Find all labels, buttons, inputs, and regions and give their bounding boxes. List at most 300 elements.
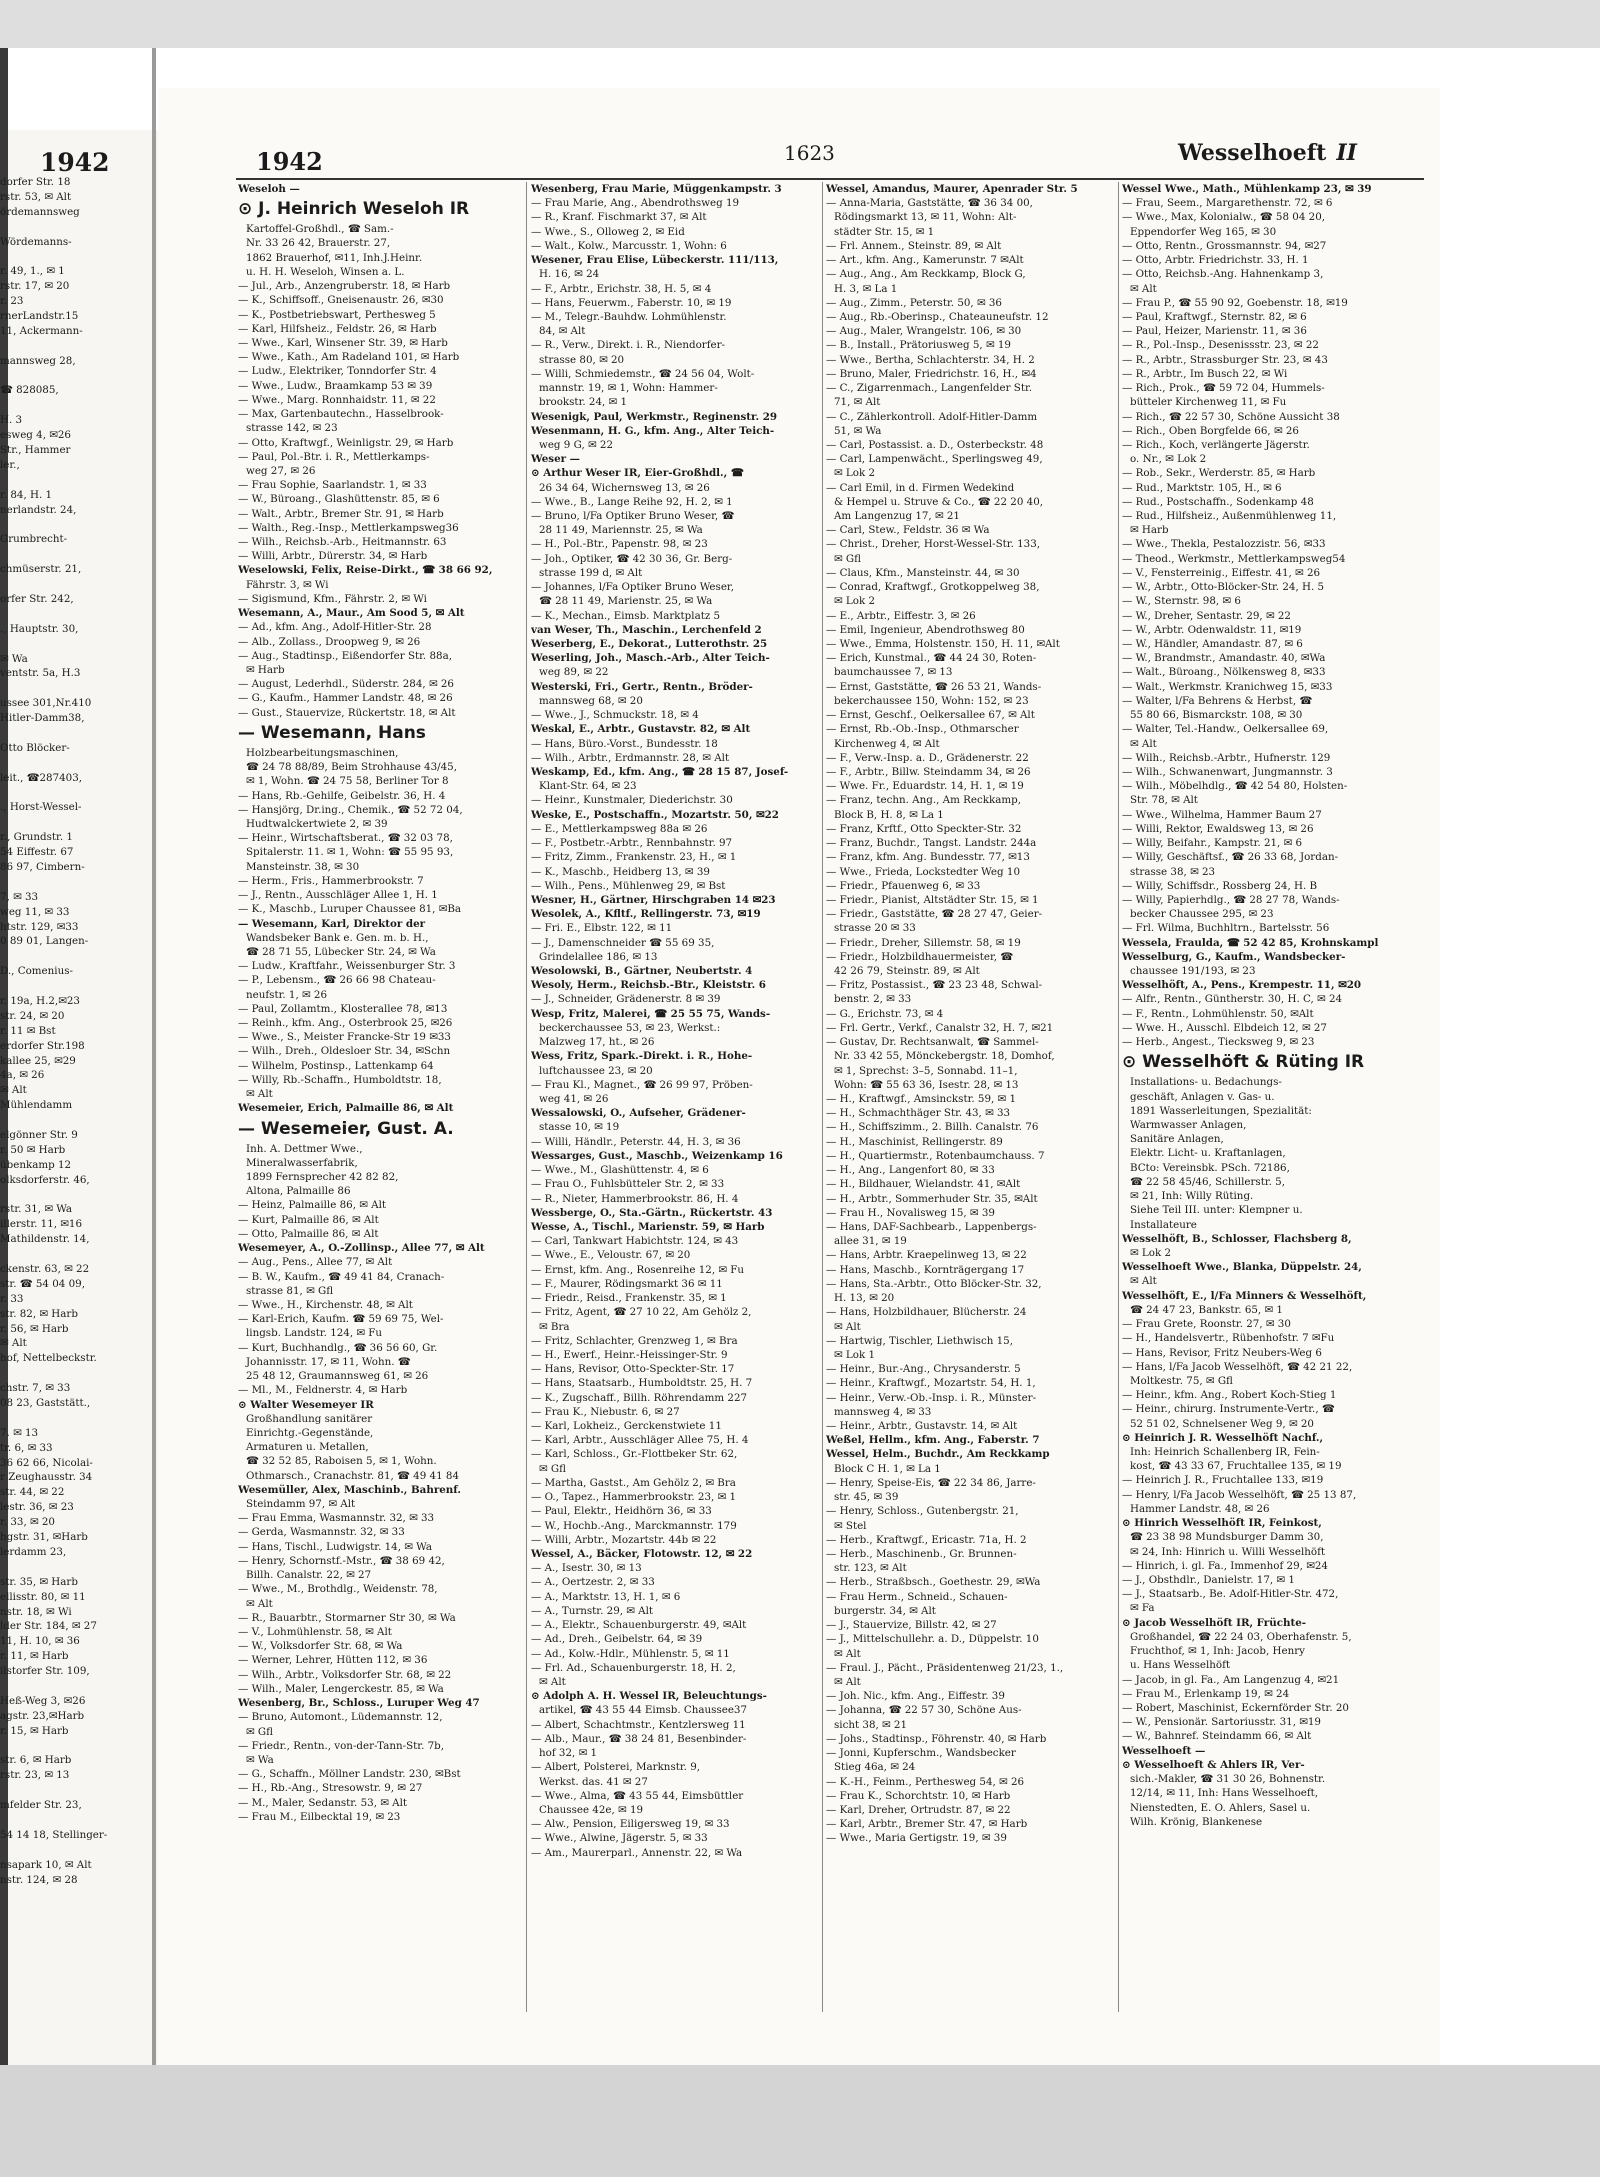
previous-page-line: Grumbrecht-: [0, 533, 68, 546]
directory-entry-line: ✉ Harb: [1130, 524, 1169, 537]
entry-surname-line: Weske, E., Postschaffn., Mozartstr. 50, ✉22: [531, 808, 779, 821]
directory-entry-line: — Frl. Ad., Schauenburgerstr. 18, H. 2,: [531, 1661, 736, 1674]
directory-entry-line: — Willi, Händlr., Peterstr. 44, H. 3, ✉ 36: [531, 1135, 741, 1148]
directory-entry-line: — Willy, Papierhdlg., ☎ 28 27 78, Wands-: [1122, 893, 1340, 906]
entry-surname-line: Weskal, E., Arbtr., Gustavstr. 82, ✉ Alt: [531, 723, 751, 736]
previous-page-line: ✉ Wa: [0, 652, 28, 665]
directory-entry-line: Altona, Palmaille 86: [246, 1185, 351, 1198]
directory-entry-line: Nr. 33 26 42, Brauerstr. 27,: [246, 237, 391, 250]
previous-page-line: r. 84, H. 1: [0, 488, 53, 501]
entry-surname-line: Wesolowski, B., Gärtner, Neubertstr. 4: [531, 965, 753, 978]
directory-entry-line: ✉ 21, Inh: Willy Rüting.: [1130, 1190, 1254, 1203]
directory-entry-line: ✉ Lok 2: [834, 467, 876, 480]
directory-entry-line: Fährstr. 3, ✉ Wi: [246, 578, 329, 591]
directory-entry-line: 1899 Fernsprecher 42 82 82,: [246, 1171, 399, 1183]
directory-entry-line: — Herb., Straßbsch., Goethestr. 29, ✉Wa: [826, 1576, 1041, 1589]
firm-heading: ⊙ J. Heinrich Weseloh IR: [238, 199, 470, 220]
directory-entry-line: — Rich., Prok., ☎ 59 72 04, Hummels-: [1122, 382, 1325, 395]
previous-page-line: htstr. 129, ✉33: [0, 920, 79, 933]
directory-entry-line: — Wwe., M., Brothdlg., Weidenstr. 78,: [238, 1583, 438, 1596]
directory-entry-line: strasse 199 d, ✉ Alt: [539, 566, 643, 579]
directory-entry-line: ✉ Alt: [834, 1320, 861, 1333]
directory-entry-line: — Walt., Werkmstr. Kranichweg 15, ✉33: [1122, 680, 1333, 693]
directory-entry-line: — Otto, Arbtr. Friedrichstr. 33, H. 1: [1122, 254, 1309, 267]
directory-entry-line: chaussee 191/193, ✉ 23: [1130, 965, 1256, 978]
previous-page-line: rstr. 17, ✉ 20: [0, 280, 70, 293]
previous-page-line: [0, 726, 150, 741]
previous-page-line: elgönner Str. 9: [0, 1129, 78, 1141]
directory-entry-line: — Paul, Kraftwgf., Sternstr. 82, ✉ 6: [1122, 310, 1307, 323]
directory-entry-line: — Paul, Heizer, Marienstr. 11, ✉ 36: [1122, 325, 1307, 338]
directory-entry-line: — Robert, Maschinist, Eckernförder Str. 20: [1122, 1701, 1349, 1714]
previous-page-line: mannsweg 28,: [0, 354, 76, 367]
running-head-volume: II: [1336, 140, 1357, 166]
directory-entry-line: — W., Arbtr., Otto-Blöcker-Str. 24, H. 5: [1122, 581, 1325, 594]
directory-entry-line: — Max, Gartenbautechn., Hasselbrook-: [238, 408, 444, 421]
directory-column-4: [1122, 182, 1414, 1829]
directory-entry-line: — Christ., Dreher, Horst-Wessel-Str. 133,: [826, 538, 1041, 551]
entry-surname-line: Weßel, Hellm., kfm. Ang., Faberstr. 7: [826, 1434, 1040, 1447]
directory-entry-line: weg 89, ✉ 22: [539, 666, 609, 679]
previous-page-line: ., Hauptstr. 30,: [0, 622, 79, 635]
directory-entry-line: — H., Kraftwgf., Amsinckstr. 59, ✉ 1: [826, 1093, 1017, 1105]
directory-entry-line: strasse 80, ✉ 20: [539, 353, 625, 366]
directory-entry-line: — Ad., Kolw.-Hdlr., Mühlenstr. 5, ✉ 11: [531, 1647, 730, 1660]
entry-surname-line: ⊙ Jacob Wesselhöft IR, Früchte-: [1122, 1616, 1307, 1629]
directory-entry-line: — Paul, Pol.-Btr. i. R., Mettlerkamps-: [238, 450, 430, 463]
directory-entry-line: — B. W., Kaufm., ☎ 49 41 84, Cranach-: [238, 1270, 445, 1283]
directory-entry-line: — K., Postbetriebswart, Perthesweg 5: [238, 308, 436, 321]
previous-page-line: ilstorfer Str. 109,: [0, 1665, 90, 1678]
directory-entry-line: — Frau Grete, Roonstr. 27, ✉ 30: [1122, 1318, 1291, 1331]
directory-entry-line: Siehe Teil III. unter: Klempner u.: [1130, 1204, 1303, 1217]
directory-entry-line: strasse 81, ✉ Gfl: [246, 1284, 334, 1297]
previous-page-line: 86 97, Cimbern-: [0, 860, 85, 873]
directory-entry-line: — W., Arbtr. Odenwaldstr. 11, ✉19: [1122, 623, 1302, 636]
directory-entry-line: — Wilh., Reichsb.-Arb., Heitmannstr. 63: [238, 536, 447, 549]
directory-entry-line: — H., Quartiermstr., Rotenbaumchauss. 7: [826, 1149, 1045, 1162]
directory-entry-line: Kartoffel-Großhdl., ☎ Sam.-: [246, 223, 394, 236]
directory-entry-line: — Aug., Zimm., Peterstr. 50, ✉ 36: [826, 296, 1002, 309]
directory-column-1: [238, 182, 530, 1824]
directory-entry-line: Chaussee 42e, ✉ 19: [539, 1803, 644, 1816]
directory-entry-line: — Joh. Nic., kfm. Ang., Eiffestr. 39: [826, 1690, 1005, 1703]
directory-entry-line: ✉ Gfl: [246, 1725, 273, 1738]
directory-entry-line: — Willy, Beifahr., Kampstr. 21, ✉ 6: [1122, 837, 1303, 850]
previous-page-line: ler.,: [0, 458, 20, 471]
directory-entry-line: Johannisstr. 17, ✉ 11, Wohn. ☎: [246, 1355, 411, 1368]
directory-entry-line: — Hans, DAF-Sachbearb., Lappenbergs-: [826, 1220, 1037, 1233]
directory-entry-line: Rödingsmarkt 13, ✉ 11, Wohn: Alt-: [834, 211, 1017, 224]
previous-page-line: Str., Hammer: [0, 444, 71, 457]
directory-entry-line: — Carl, Postassist. a. D., Osterbeckstr. 48: [826, 438, 1044, 451]
directory-entry-line: — Karl, Dreher, Ortrudstr. 87, ✉ 22: [826, 1803, 1011, 1816]
directory-entry-line: — R., Kranf. Fischmarkt 37, ✉ Alt: [531, 211, 707, 224]
firm-heading: — Wesemeier, Gust. A.: [238, 1118, 454, 1139]
previous-page-line: r. 15, ✉ Harb: [0, 1724, 69, 1737]
previous-page-line: 11, H. 10, ✉ 36: [0, 1635, 80, 1648]
entry-surname-line: Wessel, Helm., Buchdr., Am Reckkamp: [826, 1448, 1050, 1461]
previous-page-line: 7. ✉ 13: [0, 1426, 39, 1439]
previous-page-line: r. 23: [0, 295, 24, 308]
directory-entry-line: — Karl, Arbtr., Bremer Str. 47, ✉ Harb: [826, 1818, 1028, 1831]
directory-entry-line: — Hartwig, Tischler, Liethwisch 15,: [826, 1334, 1013, 1347]
firm-heading: ⊙ Wesselhöft & Rüting IR: [1122, 1052, 1365, 1073]
previous-page-line: [0, 220, 150, 235]
directory-entry-line: — Heinr., Bur.-Ang., Chrysanderstr. 5: [826, 1363, 1021, 1376]
directory-entry-line: Inh: Heinrich Schallenberg IR, Fein-: [1130, 1446, 1320, 1459]
directory-entry-line: — Hans, Tischl., Ludwigstr. 14, ✉ Wa: [238, 1540, 433, 1553]
directory-entry-line: ✉ 1, Wohn. ☎ 24 75 58, Berliner Tor 8: [246, 775, 449, 788]
directory-entry-line: — Hans, Arbtr. Kraepelinweg 13, ✉ 22: [826, 1249, 1027, 1262]
entry-surname-line: Wesener, Frau Elise, Lübeckerstr. 111/113,: [531, 254, 779, 267]
previous-page-line: str. 82, ✉ Harb: [0, 1307, 78, 1320]
previous-page-line: übenkamp 12: [0, 1158, 72, 1171]
entry-surname-line: Weseloh —: [238, 183, 300, 195]
directory-entry-line: Nr. 33 42 55, Mönckebergstr. 18, Domhof,: [834, 1050, 1055, 1063]
directory-entry-line: — Friedr., Reisd., Frankenstr. 35, ✉ 1: [531, 1292, 727, 1305]
directory-entry-line: — Rud., Marktstr. 105, H., ✉ 6: [1122, 481, 1282, 494]
previous-page-line: rstr. 31, ✉ Wa: [0, 1203, 73, 1216]
directory-entry-line: — W., Dreher, Sentastr. 29, ✉ 22: [1122, 609, 1291, 622]
directory-entry-line: — Hans, Staatsarb., Humboldtstr. 25, H. 7: [531, 1377, 753, 1390]
directory-entry-line: 12/14, ✉ 11, Inh: Hans Wesselhoeft,: [1130, 1787, 1319, 1800]
entry-surname-line: Wesoly, Herm., Reichsb.-Btr., Kleiststr. 6: [531, 979, 766, 992]
directory-entry-line: o. Nr., ✉ Lok 2: [1130, 453, 1207, 466]
directory-entry-line: — Willi, Schmiedemstr., ☎ 24 56 04, Wolt-: [531, 367, 755, 380]
directory-entry-line: — Wilh., Schwanenwart, Jungmannstr. 3: [1122, 765, 1333, 778]
directory-entry-line: — B., Install., Prätoriusweg 5, ✉ 19: [826, 339, 1011, 352]
directory-entry-line: ✉ Gfl: [539, 1462, 566, 1475]
previous-page-line: nstr. 124, ✉ 28: [0, 1873, 78, 1886]
directory-entry-line: ☎ 24 47 23, Bankstr. 65, ✉ 1: [1130, 1303, 1283, 1316]
directory-entry-line: — Hans, Holzbildhauer, Blücherstr. 24: [826, 1306, 1027, 1319]
directory-entry-line: — R., Nieter, Hammerbrookstr. 86, H. 4: [531, 1192, 739, 1205]
entry-surname-line: Wesemann, A., Maur., Am Sood 5, ✉ Alt: [238, 607, 465, 620]
directory-entry-line: — Carl, Lampenwächt., Sperlingsweg 49,: [826, 453, 1043, 466]
directory-entry-line: — W., Hochb.-Ang., Marckmannstr. 179: [531, 1519, 737, 1532]
directory-entry-line: — Heinr., Kraftwgf., Mozartstr. 54, H. 1,: [826, 1377, 1036, 1390]
directory-entry-line: — Ml., M., Feldnerstr. 4, ✉ Harb: [238, 1384, 408, 1397]
book-gutter: [152, 48, 156, 2065]
directory-entry-line: — Aug., Maler, Wrangelstr. 106, ✉ 30: [826, 325, 1022, 338]
directory-entry-line: Einrichtg.-Gegenstände,: [246, 1426, 374, 1439]
previous-page-line: str. ☎ 54 04 09,: [0, 1277, 85, 1290]
directory-entry-line: — Herb., Kraftwgf., Ericastr. 71a, H. 2: [826, 1533, 1027, 1546]
directory-entry-line: mannsweg 68, ✉ 20: [539, 694, 643, 707]
directory-entry-line: Wohn: ☎ 55 63 36, Isestr. 28, ✉ 13: [834, 1078, 1019, 1091]
directory-entry-line: Str. 78, ✉ Alt: [1130, 794, 1198, 807]
previous-page-line: 08 23, Gaststätt.,: [0, 1397, 91, 1410]
directory-entry-line: Warmwasser Anlagen,: [1130, 1119, 1247, 1131]
directory-entry-line: — Hans, Revisor, Otto-Speckter-Str. 17: [531, 1363, 735, 1376]
entry-surname-line: Wesselhöft, A., Pens., Krempestr. 11, ✉20: [1122, 979, 1362, 992]
entry-surname-line: Wessarges, Gust., Maschb., Weizenkamp 16: [531, 1149, 783, 1162]
directory-entry-line: — Heinr., kfm. Ang., Robert Koch-Stieg 1: [1122, 1389, 1337, 1402]
directory-entry-line: — Frau Emma, Wasmannstr. 32, ✉ 33: [238, 1512, 435, 1525]
directory-entry-line: — J., Obsthdlr., Danielstr. 17, ✉ 1: [1122, 1574, 1295, 1586]
directory-entry-line: — Rich., Koch, verlängerte Jägerstr.: [1122, 438, 1310, 451]
directory-entry-line: — Johs., Stadtinsp., Föhrenstr. 40, ✉ Harb: [826, 1732, 1047, 1745]
directory-entry-line: lingsb. Landstr. 124, ✉ Fu: [246, 1327, 383, 1340]
previous-page-line: [0, 517, 150, 532]
directory-entry-line: — Wwe., Ludw., Braamkamp 53 ✉ 39: [238, 379, 433, 392]
previous-page-line: 4a, ✉ 26: [0, 1069, 45, 1082]
directory-entry-line: — Wilh., Dreh., Oldesloer Str. 34, ✉Schn: [238, 1045, 451, 1058]
directory-entry-line: — Ludw., Elektriker, Tonndorfer Str. 4: [238, 365, 437, 378]
directory-entry-line: — Wwe., Thekla, Pestalozzistr. 56, ✉33: [1122, 538, 1326, 551]
directory-entry-line: — Erich, Kunstmal., ☎ 44 24 30, Roten-: [826, 652, 1037, 665]
directory-entry-line: ✉ Lok 1: [834, 1348, 876, 1361]
directory-entry-line: mannsweg 4, ✉ 33: [834, 1405, 932, 1418]
entry-surname-line: Weskamp, Ed., kfm. Ang., ☎ 28 15 87, Josef-: [531, 765, 789, 778]
directory-entry-line: — Johannes, l/Fa Optiker Bruno Weser,: [531, 581, 734, 594]
directory-entry-line: — Emil, Ingenieur, Abendrothsweg 80: [826, 623, 1025, 636]
previous-page-line: Wördemanns-: [0, 235, 72, 248]
directory-entry-line: str. 123, ✉ Alt: [834, 1562, 907, 1575]
directory-entry-line: — Fritz, Agent, ☎ 27 10 22, Am Gehölz 2,: [531, 1306, 752, 1319]
previous-page-line: [0, 607, 150, 622]
previous-page-line: [0, 1560, 150, 1575]
directory-entry-line: — Heinr., Arbtr., Gustavstr. 14, ✉ Alt: [826, 1420, 1018, 1433]
directory-entry-line: — Paul, Elektr., Heidhörn 36, ✉ 33: [531, 1505, 712, 1518]
directory-entry-line: — Alfr., Rentn., Güntherstr. 30, H. C, ✉ 24: [1122, 993, 1343, 1006]
directory-entry-line: — Theod., Werkmstr., Mettlerkampsweg54: [1122, 552, 1346, 565]
directory-entry-line: — Wwe., Max, Kolonialw., ☎ 58 04 20,: [1122, 211, 1326, 224]
directory-entry-line: — H., Rb.-Ang., Stresowstr. 9, ✉ 27: [238, 1782, 423, 1795]
directory-entry-line: — M., Maler, Sedanstr. 53, ✉ Alt: [238, 1796, 408, 1809]
entry-surname-line: Wesselhoeft Wwe., Blanka, Düppelstr. 24,: [1122, 1261, 1362, 1274]
directory-entry-line: — Frau M., Eilbecktal 19, ✉ 23: [238, 1810, 401, 1823]
previous-page-line: [0, 1843, 150, 1858]
directory-entry-line: ☎ 32 52 85, Raboisen 5, ✉ 1, Wohn.: [246, 1455, 437, 1468]
directory-entry-line: — Walt., Büroang., Nölkensweg 8, ✉33: [1122, 666, 1326, 679]
directory-entry-line: — Franz, techn. Ang., Am Reckkamp,: [826, 794, 1021, 807]
previous-page-line: [0, 786, 150, 801]
directory-entry-line: Eppendorfer Weg 165, ✉ 30: [1130, 225, 1277, 238]
previous-page-line: [0, 681, 150, 696]
directory-entry-line: — Henry, Speise-Eis, ☎ 22 34 86, Jarre-: [826, 1476, 1036, 1489]
previous-page-line: str. 44, ✉ 22: [0, 1486, 65, 1499]
directory-entry-line: 55 80 66, Bismarckstr. 108, ✉ 30: [1130, 709, 1303, 722]
directory-entry-line: — Frau P., ☎ 55 90 92, Goebenstr. 18, ✉19: [1122, 296, 1348, 309]
directory-entry-line: — W., Brandmstr., Amandastr. 40, ✉Wa: [1122, 652, 1326, 665]
directory-entry-line: — O., Tapez., Hammerbrookstr. 23, ✉ 1: [531, 1491, 737, 1504]
previous-page-line: hof, Nettelbeckstr.: [0, 1352, 97, 1365]
previous-page-line: [0, 1411, 150, 1426]
directory-entry-line: ✉ Alt: [834, 1647, 861, 1660]
directory-entry-line: ☎ 23 38 98 Mundsburger Damm 30,: [1130, 1531, 1324, 1544]
entry-surname-line: Wesselburg, G., Kaufm., Wandsbecker-: [1122, 950, 1346, 963]
directory-entry-line: — J., Schneider, Grädenerstr. 8 ✉ 39: [531, 993, 721, 1006]
directory-entry-line: becker Chaussee 295, ✉ 23: [1130, 908, 1274, 921]
previous-page-line: [0, 637, 150, 652]
directory-entry-line: ✉ Gfl: [834, 552, 861, 565]
directory-entry-line: — Wwe., S., Olloweg 2, ✉ Eid: [531, 225, 685, 238]
directory-entry-line: — Fraul. J., Pächt., Präsidentenweg 21/23, 1.,: [826, 1661, 1064, 1674]
directory-entry-line: — Kurt, Buchhandlg., ☎ 36 56 60, Gr.: [238, 1341, 438, 1354]
directory-entry-line: — Anna-Maria, Gaststätte, ☎ 36 34 00,: [826, 197, 1033, 210]
directory-entry-line: neufstr. 1, ✉ 26: [246, 988, 328, 1001]
directory-entry-line: — Jonni, Kupferschm., Wandsbecker: [826, 1747, 1016, 1760]
entry-surname-line: Westerski, Fri., Gertr., Rentn., Bröder-: [531, 680, 753, 693]
scan-bottom-margin: [0, 2065, 1600, 2177]
directory-entry-line: bekerchaussee 150, Wohn: 152, ✉ 23: [834, 694, 1029, 707]
directory-entry-line: — Aug., Pens., Allee 77, ✉ Alt: [238, 1256, 393, 1269]
directory-entry-line: — Wilh., Reichsb.-Arbtr., Hufnerstr. 129: [1122, 751, 1331, 764]
column-divider: [526, 182, 527, 2012]
directory-entry-line: — Am., Maurerparl., Annenstr. 22, ✉ Wa: [531, 1846, 743, 1859]
directory-entry-line: — H., Schiffszimm., 2. Billh. Canalstr. 76: [826, 1121, 1039, 1134]
directory-entry-line: — V., Fensterreinig., Eiffestr. 41, ✉ 26: [1122, 566, 1321, 579]
directory-entry-line: — Carl, Tankwart Habichtstr. 124, ✉ 43: [531, 1235, 739, 1248]
directory-entry-line: — Carl Emil, in d. Firmen Wedekind: [826, 481, 1015, 494]
directory-entry-line: Mineralwasserfabrik,: [246, 1156, 358, 1169]
directory-entry-line: — Frau M., Erlenkamp 19, ✉ 24: [1122, 1687, 1290, 1700]
directory-entry-line: — Wwe., M., Glashüttenstr. 4, ✉ 6: [531, 1164, 709, 1177]
previous-page-line: [0, 1366, 150, 1381]
previous-page-line: [0, 473, 150, 488]
directory-entry-line: — Aug., Stadtinsp., Eißendorfer Str. 88a,: [238, 649, 452, 662]
previous-page-line: r. 19a, H.2,✉23: [0, 994, 80, 1007]
directory-entry-line: — Hansjörg, Dr.ing., Chemik., ☎ 52 72 04,: [238, 803, 463, 816]
directory-entry-line: — Willi, Arbtr., Dürerstr. 34, ✉ Harb: [238, 550, 428, 563]
previous-page-line: kallee 25, ✉29: [0, 1054, 76, 1067]
directory-entry-line: — H., Ang., Langenfort 80, ✉ 33: [826, 1164, 995, 1177]
directory-entry-line: — Franz, kfm. Ang. Bundesstr. 77, ✉13: [826, 851, 1030, 864]
directory-entry-line: — H., Schmachthäger Str. 43, ✉ 33: [826, 1107, 1011, 1120]
directory-entry-line: — Friedr., Gaststätte, ☎ 28 27 47, Geier-: [826, 908, 1043, 921]
directory-entry-line: — Heinr., Wirtschaftsberat., ☎ 32 03 78,: [238, 832, 453, 845]
directory-entry-line: — Carl, Stew., Feldstr. 36 ✉ Wa: [826, 524, 990, 537]
entry-surname-line: Weselowski, Felix, Reise-Dirkt., ☎ 38 66 92,: [238, 564, 493, 577]
previous-page-line: [0, 875, 150, 890]
directory-entry-line: ☎ 28 71 55, Lübecker Str. 24, ✉ Wa: [246, 945, 436, 958]
directory-entry-line: Installateure: [1130, 1218, 1197, 1231]
directory-entry-line: — Willy, Schiffsdr., Rossberg 24, H. B: [1122, 879, 1318, 892]
directory-entry-line: — Hans, Revisor, Fritz Neubers-Weg 6: [1122, 1346, 1322, 1359]
entry-surname-line: — Wesemann, Karl, Direktor der: [238, 917, 426, 930]
directory-entry-line: — G., Schaffn., Möllner Landstr. 230, ✉Bst: [238, 1768, 461, 1781]
directory-entry-line: — Karl, Hilfsheiz., Feldstr. 26, ✉ Harb: [238, 322, 437, 335]
directory-entry-line: baumchaussee 7, ✉ 13: [834, 666, 953, 679]
directory-entry-line: — G., Erichstr. 73, ✉ 4: [826, 1007, 944, 1020]
directory-entry-line: — Willy, Geschäftsf., ☎ 26 33 68, Jordan-: [1122, 851, 1339, 864]
previous-page-line: r. 50 ✉ Harb: [0, 1143, 66, 1156]
directory-entry-line: weg 27, ✉ 26: [246, 464, 316, 477]
directory-entry-line: — Gustav, Dr. Rechtsanwalt, ☎ Sammel-: [826, 1036, 1039, 1049]
directory-entry-line: — Frau Marie, Ang., Abendrothsweg 19: [531, 197, 740, 210]
directory-entry-line: — C., Zigarrenmach., Langenfelder Str.: [826, 382, 1033, 395]
previous-page-line: ✉ Alt: [0, 1084, 27, 1097]
entry-surname-line: ⊙ Arthur Weser IR, Eier-Großhdl., ☎: [531, 467, 744, 480]
directory-entry-line: — Albert, Polsterei, Marknstr. 9,: [531, 1761, 701, 1774]
directory-entry-line: ✉ Lok 2: [1130, 1246, 1172, 1259]
directory-entry-line: 52 51 02, Schnelsener Weg 9, ✉ 20: [1130, 1417, 1314, 1430]
previous-page-line: [0, 1679, 150, 1694]
directory-entry-line: — Franz, Buchdr., Tangst. Landstr. 244a: [826, 837, 1037, 850]
previous-page-line: [0, 1739, 150, 1754]
directory-entry-line: ☎ 22 58 45/46, Schillerstr. 5,: [1130, 1175, 1286, 1188]
previous-page-line: nerlandstr. 24,: [0, 503, 77, 516]
directory-entry-line: ✉ 24, Inh: Hinrich u. Willi Wesselhöft: [1130, 1545, 1326, 1558]
directory-entry-line: artikel, ☎ 43 55 44 Eimsb. Chaussee37: [539, 1704, 748, 1717]
directory-entry-line: — Wwe., S., Meister Francke-Str 19 ✉33: [238, 1031, 451, 1044]
previous-page-line: ördemannsweg: [0, 205, 80, 218]
directory-entry-line: ✉ Wa: [246, 1753, 274, 1766]
directory-entry-line: — Heinrich J. R., Fruchtallee 133, ✉19: [1122, 1474, 1324, 1487]
directory-entry-line: — Wwe. H., Ausschl. Elbdeich 12, ✉ 27: [1122, 1021, 1327, 1034]
directory-entry-line: — Willi, Rektor, Ewaldsweg 13, ✉ 26: [1122, 822, 1314, 835]
previous-page-line: [0, 547, 150, 562]
directory-entry-line: — M., Telegr.-Bauhdw. Lohmühlenstr.: [531, 310, 727, 323]
directory-entry-line: — Aug., Ang., Am Reckkamp, Block G,: [826, 268, 1026, 281]
directory-entry-line: Fruchthof, ✉ 1, Inh: Jacob, Henry: [1130, 1645, 1305, 1658]
directory-entry-line: — K., Schiffsoff., Gneisenaustr. 26, ✉30: [238, 294, 444, 307]
directory-entry-line: — H., Maschinist, Rellingerstr. 89: [826, 1135, 1003, 1148]
directory-entry-line: — Hans, Rb.-Gehilfe, Geibelstr. 36, H. 4: [238, 789, 446, 802]
directory-entry-line: ✉ 1, Sprechst: 3–5, Sonnabd. 11–1,: [834, 1064, 1018, 1077]
column-divider: [822, 182, 823, 2012]
directory-entry-line: — Wilh., Arbtr., Erdmannstr. 28, ✉ Alt: [531, 751, 730, 764]
directory-entry-line: — Hans, l/Fa Jacob Wesselhöft, ☎ 42 21 22,: [1122, 1360, 1353, 1373]
directory-entry-line: strasse 142, ✉ 23: [246, 422, 338, 435]
directory-entry-line: — J., Mittelschullehr. a. D., Düppelstr. 10: [826, 1633, 1039, 1646]
firm-heading: — Wesemann, Hans: [238, 722, 426, 743]
directory-entry-line: — Wwe., Wilhelma, Hammer Baum 27: [1122, 808, 1322, 821]
previous-page-line: ussee 301,Nr.410: [0, 697, 92, 710]
directory-entry-line: Werkst. das. 41 ✉ 27: [539, 1775, 648, 1788]
directory-entry-line: Grindelallee 186, ✉ 13: [539, 950, 658, 963]
previous-page-line: [0, 249, 150, 264]
entry-surname-line: ⊙ Adolph A. H. Wessel IR, Beleuchtungs-: [531, 1690, 767, 1703]
directory-entry-line: — Otto, Kraftwgf., Weinligstr. 29, ✉ Harb: [238, 436, 454, 449]
directory-entry-line: Othmarsch., Cranachstr. 81, ☎ 49 41 84: [246, 1469, 460, 1482]
previous-page-line: erdorfer Str.198: [0, 1039, 85, 1052]
directory-entry-line: — Otto, Rentn., Grossmannstr. 94, ✉27: [1122, 239, 1327, 252]
directory-entry-line: — W., Sternstr. 98, ✉ 6: [1122, 595, 1241, 608]
directory-entry-line: — Fritz, Postassist., ☎ 23 23 48, Schwal-: [826, 979, 1043, 992]
directory-entry-line: — F., Postbetr.-Arbtr., Rennbahnstr. 97: [531, 837, 733, 850]
directory-entry-line: Block C H. 1, ✉ La 1: [834, 1462, 941, 1475]
directory-entry-line: Klant-Str. 64, ✉ 23: [539, 780, 637, 793]
directory-entry-line: ✉ Alt: [1130, 282, 1157, 295]
page-year: 1942: [256, 147, 323, 176]
directory-entry-line: kost, ☎ 43 33 67, Fruchtallee 135, ✉ 19: [1130, 1460, 1342, 1473]
previous-page-line: illerstr. 11, ✉16: [0, 1218, 83, 1231]
entry-surname-line: ⊙ Hinrich Wesselhöft IR, Feinkost,: [1122, 1517, 1322, 1530]
previous-page-line: rstr. 53, ✉ Alt: [0, 190, 72, 203]
previous-page-year: 1942: [40, 148, 110, 177]
directory-entry-line: 1862 Brauerhof, ✉11, Inh.J.Heinr.: [246, 251, 423, 264]
directory-entry-line: — A., Isestr. 30, ✉ 13: [531, 1562, 642, 1575]
directory-entry-line: geschäft, Anlagen v. Gas- u.: [1130, 1090, 1275, 1103]
directory-entry-line: — Herm., Fris., Hammerbrookstr. 7: [238, 874, 424, 887]
directory-entry-line: 25 48 12, Graumannsweg 61, ✉ 26: [246, 1370, 429, 1383]
directory-entry-line: — A., Turnstr. 29, ✉ Alt: [531, 1604, 654, 1617]
directory-entry-line: Stieg 46a, ✉ 24: [834, 1761, 916, 1774]
directory-entry-line: — Rich., ☎ 22 57 30, Schöne Aussicht 38: [1122, 410, 1340, 423]
directory-entry-line: — Walt., Arbtr., Bremer Str. 91, ✉ Harb: [238, 507, 444, 520]
directory-entry-line: — Wwe., Karl, Winsener Str. 39, ✉ Harb: [238, 336, 448, 349]
directory-entry-line: 84, ✉ Alt: [539, 325, 586, 338]
directory-entry-line: — Frau Herm., Schneid., Schauen-: [826, 1590, 1008, 1603]
previous-page-line: 54 Eiffestr. 67: [0, 846, 74, 859]
directory-entry-line: — A., Marktstr. 13, H. 1, ✉ 6: [531, 1590, 681, 1603]
directory-entry-line: — K.-H., Feinm., Perthesweg 54, ✉ 26: [826, 1775, 1025, 1788]
directory-entry-line: — Ludw., Kraftfahr., Weissenburger Str. 3: [238, 960, 456, 973]
directory-entry-line: hof 32, ✉ 1: [539, 1747, 598, 1760]
